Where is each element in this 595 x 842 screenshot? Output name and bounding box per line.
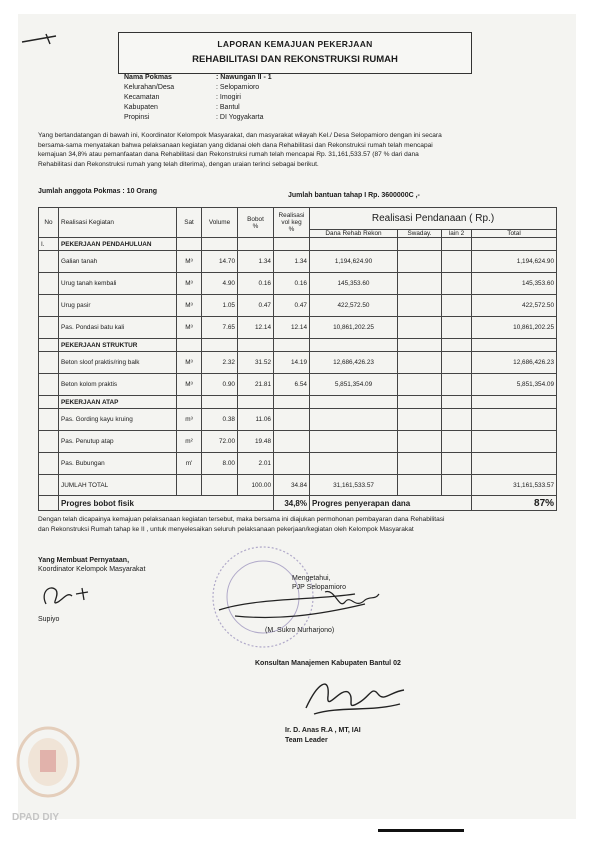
row-real: 14.19 (274, 352, 310, 374)
row-vol: 2.32 (202, 352, 238, 374)
row-real: 0.47 (274, 295, 310, 317)
closing-paragraph (38, 515, 558, 534)
label-kecamatan: Kecamatan (124, 94, 160, 101)
maker-title: Yang Membuat Pernyataan, (38, 557, 130, 564)
header-bobot (238, 208, 274, 238)
section-label: PEKERJAAN STRUKTUR (59, 339, 177, 352)
consultant-name: Konsultan Manajemen Kabupaten Bantul 02 (255, 660, 401, 667)
header-total: Total (472, 230, 557, 238)
table-row (39, 409, 557, 431)
header-realisasi-vol (274, 208, 310, 238)
row-total: 5,851,354.09 (472, 374, 557, 396)
row-vol: 8.00 (202, 453, 238, 475)
row-bobot: 0.47 (238, 295, 274, 317)
table-row (39, 431, 557, 453)
section-label: PEKERJAAN PENDAHULUAN (59, 238, 177, 251)
intro-line: Rehabilitasi dan Rekonstruksi rumah yang telah diterima), dengan uraian terinci sebagai berikut. (38, 160, 319, 168)
row-bobot: 11.06 (238, 409, 274, 431)
section-no: I. (39, 238, 59, 251)
row-dana: 5,851,354.09 (310, 374, 398, 396)
header-pendanaan: Realisasi Pendanaan ( Rp.) (310, 208, 557, 230)
report-title: LAPORAN KEMAJUAN PEKERJAAN (217, 39, 373, 49)
row-vol: 72.00 (202, 431, 238, 453)
member-count: Jumlah anggota Pokmas : 10 Orang (38, 188, 158, 195)
maker-role: Koordinator Kelompok Masyarakat (38, 566, 146, 573)
label-pokmas: Nama Pokmas (124, 74, 172, 81)
pen-mark-icon (20, 30, 60, 50)
total-bobot: 100.00 (238, 475, 274, 496)
known-name: (M. Sukro Nurharjono) (265, 627, 335, 634)
row-real: 1.34 (274, 251, 310, 273)
label-kabupaten: Kabupaten (124, 104, 158, 111)
row-sat: m' (177, 453, 202, 475)
header-volume: Volume (202, 208, 238, 238)
intro-line: bersama-sama menyatakan bahwa pelaksanaan kegiatan yang didanai oleh dana Rehabilitasi dan Rekonstruksi rumah telah mencapai (38, 141, 433, 149)
label-propinsi: Propinsi (124, 114, 150, 121)
row-dana: 1,194,624.90 (310, 251, 398, 273)
intro-paragraph (38, 131, 558, 169)
watermark-text: DPAD DIY (12, 812, 60, 823)
known-title: Mengetahui, (292, 575, 331, 582)
row-dana: 422,572.50 (310, 295, 398, 317)
row-sat: M³ (177, 352, 202, 374)
pjp-signature-icon (215, 580, 385, 630)
row-dana: 12,686,426.23 (310, 352, 398, 374)
total-label: JUMLAH TOTAL (59, 475, 177, 496)
row-bobot: 2.01 (238, 453, 274, 475)
row-bobot: 0.16 (238, 273, 274, 295)
leader-role: Team Leader (285, 737, 328, 744)
maker-name: Supiyo (38, 616, 60, 623)
row-bobot: 31.52 (238, 352, 274, 374)
row-name: Pas. Bubungan (59, 453, 177, 475)
aid-amount: Jumlah bantuan tahap I Rp. 3600000C ,- (288, 192, 420, 199)
table-row (39, 317, 557, 339)
table-row (39, 453, 557, 475)
row-total: 145,353.60 (472, 273, 557, 295)
value-kecamatan: : Imogiri (216, 94, 241, 101)
header-realisasi-label: Realisasi vol keg (278, 212, 305, 226)
row-real: 0.16 (274, 273, 310, 295)
row-dana: 10,861,202.25 (310, 317, 398, 339)
total-dana: 31,161,533.57 (310, 475, 398, 496)
progress-physical-label: Progres bobot fisik (59, 496, 274, 511)
leader-name: Ir. D. Anas R.A , MT, IAI (285, 727, 361, 734)
row-sat: M³ (177, 251, 202, 273)
section-row (39, 396, 557, 409)
row-name: Urug pasir (59, 295, 177, 317)
progress-funding-value: 87% (472, 496, 557, 511)
row-sat: m² (177, 431, 202, 453)
leader-signature-icon (300, 672, 410, 722)
progress-physical-value: 34,8% (274, 496, 310, 511)
row-sat: m³ (177, 409, 202, 431)
bottom-rule (378, 829, 464, 832)
dpad-emblem-icon (14, 722, 82, 800)
header-kegiatan: Realisasi Kegiatan (59, 208, 177, 238)
header-dana: Dana Rehab Rekon (310, 230, 398, 238)
row-vol: 4.90 (202, 273, 238, 295)
row-bobot: 12.14 (238, 317, 274, 339)
value-kabupaten: : Bantul (216, 104, 240, 111)
table-row (39, 374, 557, 396)
row-name: Galian tanah (59, 251, 177, 273)
report-title-box (118, 32, 472, 74)
total-row (39, 475, 557, 496)
total-real: 34.84 (274, 475, 310, 496)
value-desa: : Selopamioro (216, 84, 260, 91)
progress-funding-label: Progres penyerapan dana (310, 496, 472, 511)
header-no: No (39, 208, 59, 238)
row-dana: 145,353.60 (310, 273, 398, 295)
row-name: Beton kolom praktis (59, 374, 177, 396)
progress-table (38, 207, 557, 511)
row-total: 12,686,426.23 (472, 352, 557, 374)
table-row (39, 273, 557, 295)
maker-signature-icon (38, 580, 108, 612)
row-name: Pas. Pondasi batu kali (59, 317, 177, 339)
table-row (39, 251, 557, 273)
row-total: 10,861,202.25 (472, 317, 557, 339)
intro-line: kemajuan 34,8% atau pemanfaatan dana Rehabilitasi dan Rekonstruksi rumah telah mencapai Rp. 31,161,533.57 (87 % dari dana (38, 151, 419, 159)
header-bobot-unit: % (252, 222, 259, 230)
row-vol: 14.70 (202, 251, 238, 273)
header-swadaya: Swaday. (398, 230, 442, 238)
row-vol: 7.65 (202, 317, 238, 339)
label-desa: Kelurahan/Desa (124, 84, 175, 91)
row-total: 1,194,624.90 (472, 251, 557, 273)
row-sat: M³ (177, 317, 202, 339)
report-subtitle: REHABILITASI DAN REKONSTRUKSI RUMAH (192, 54, 398, 65)
header-realisasi-unit: % (288, 226, 295, 233)
value-propinsi: : DI Yogyakarta (216, 114, 264, 121)
row-sat: M³ (177, 273, 202, 295)
row-bobot: 1.34 (238, 251, 274, 273)
section-label: PEKERJAAN ATAP (59, 396, 177, 409)
known-role: PJP Selopamioro (292, 584, 346, 591)
row-real: 6.54 (274, 374, 310, 396)
row-sat: M³ (177, 374, 202, 396)
progress-row (39, 496, 557, 511)
row-vol: 1.05 (202, 295, 238, 317)
intro-line: Yang bertandatangan di bawah ini, Koordinator Kelompok Masyarakat, dan masyarakat wilayah Kel./ Desa Selopamioro dengan ini secara (38, 132, 442, 139)
total-total: 31,161,533.57 (472, 475, 557, 496)
row-total: 422,572.50 (472, 295, 557, 317)
row-bobot: 21.81 (238, 374, 274, 396)
table-row (39, 295, 557, 317)
row-vol: 0.90 (202, 374, 238, 396)
row-sat: M³ (177, 295, 202, 317)
section-row (39, 238, 557, 251)
closing-line: dan Rekonstruksi Rumah tahap ke II , untuk menyelesaikan seluruh pelaksanaan pekerjaan/kegiatan oleh Kelompok Masyarakat (38, 525, 414, 533)
closing-line: Dengan telah dicapainya kemajuan pelaksanaan kegiatan tersebut, maka bersama ini diajukan permohonan pembayaran dana Rehabilitasi (38, 516, 445, 523)
row-bobot: 19.48 (238, 431, 274, 453)
row-vol: 0.38 (202, 409, 238, 431)
row-name: Beton sloof praktis/ring balk (59, 352, 177, 374)
header-bobot-label: Bobot (247, 215, 264, 223)
table-row (39, 352, 557, 374)
section-row (39, 339, 557, 352)
header-lain: lain 2 (442, 230, 472, 238)
row-name: Urug tanah kembali (59, 273, 177, 295)
value-pokmas: : Nawungan II - 1 (216, 74, 272, 81)
row-name: Pas. Penutup atap (59, 431, 177, 453)
row-real: 12.14 (274, 317, 310, 339)
row-name: Pas. Gording kayu kruing (59, 409, 177, 431)
header-sat: Sat (177, 208, 202, 238)
